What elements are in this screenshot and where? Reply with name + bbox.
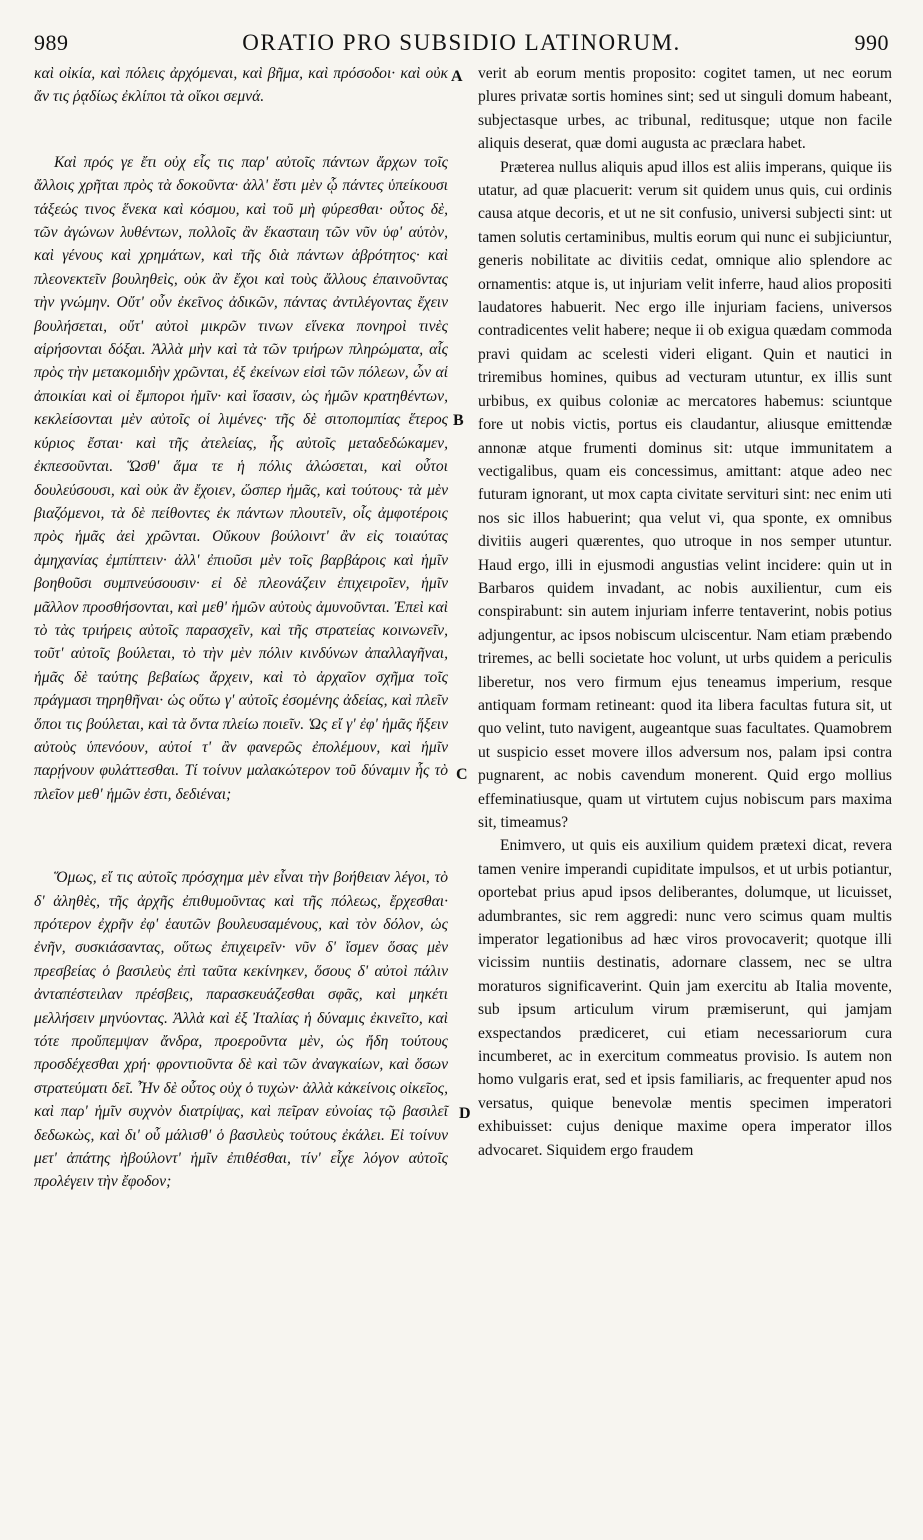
- paragraph-gap: [34, 109, 448, 151]
- paragraph-gap: [34, 806, 448, 866]
- greek-column: [34, 62, 448, 1516]
- section-marker-d: D: [459, 1105, 471, 1122]
- latin-paragraph-3: Enimvero, ut quis eis auxilium quidem prætexi dicat, revera tamen venire imperandi cupiditate impulsos, et ut urbis potiantur, oportebat prius apud ipsos deliberantes, dolumque, ut licuisset, adumbrantes, sic rem aggredi: nunc vero scimus quam multis imperator legationibus ad hæc viros provocaverit; quotque illi vicissim nuntiis destinatis, adornare classem, nec se ultra moraturos significaverint. Quin jam exercitu ab Italia movente, sub ipsum articulum virum præmiserunt, qui jamjam exspectandos prædiceret, cui etiam necessariorum cura incumberet, ac in exercitum commeatus provisio. Is autem non homo vulgaris erat, sed et ipsis familiaris, ac frequenter apud nos versatus, quique benevolæ mentis specimen imperatori exhibuisset: cujus denique maxime opera imperator illos advocaret. Siquidem ergo fraudem: [478, 837, 892, 1159]
- section-marker-a: A: [451, 68, 463, 85]
- running-title: ORATIO PRO SUBSIDIO LATINORUM.: [242, 30, 681, 55]
- greek-paragraph-2: Καὶ πρός γε ἔτι οὐχ εἷς τις παρ' αὐτοῖς πάντων ἄρχων τοῖς ἄλλοις χρῆται πρὸς τὰ δοκοῦντα· ἀλλ' ἔστι μὲν ᾧ πάντες ὑπείκουσι τάξεώς τινος ἕνεκα καὶ κόσμου, καὶ τοῦ μὴ φύρεσθαι· οὗτος δὲ, τῶν ἀγώνων λυθέντων, πολλοῖς ἂν ἕκασταιη τῶν νῦν ὑφ' αὑτὸν, καὶ γένους καὶ χρημάτων, καὶ τῆς διὰ πάντων ἁβρότητος· καὶ πλεονεκτεῖν βουληθεὶς, οὐκ ἂν ἔχοι καὶ τοὺς ἄλλους ἐπαινοῦντας τὴν γνώμην. Οὔτ' οὖν ἐκεῖνος ἀδικῶν, πάντας ἀντιλέγοντας ἔχειν βουλήσεται, οὔτ' αὐτοὶ μικρῶν τινων εἵνεκα πονηροὶ τινὲς αἱρήσονται δόξαι. Ἀλλὰ μὴν καὶ τὰ τῶν τριήρων πληρώματα, αἷς πρὸς τὴν μετακομιδὴν χρῶνται, ἐξ ἐκείνων εἰσὶ τῶν πόλεων, ὧν αἱ ἀποικίαι καὶ οἱ ἔμποροι ἡμῖν· καὶ ἴσασιν, ὡς ἡμῶν κρατηθέντων, κεκλείσονται μὲν αὐτοῖς οἱ λιμένες· τῆς δὲ σιτοπομπίας ἕτερος κύριος ἔσται· καὶ τῆς ἀτελείας, ἧς αὐτοῖς μεταδεδώκαμεν, ἐκπεσοῦνται. Ὥσθ' ἅμα τε ἡ πόλις ἁλώσεται, καὶ οὗτοι δουλεύσουσι, καὶ οὐκ ἂν ἔχοιεν, ὥσπερ ἡμᾶς, καὶ τούτους· τὰ μὲν βιαζόμενοι, τὰ δὲ πείθοντες ἐκ πάντων πλουτεῖν, οἷς ἀμφοτέροις πρὸς ἡμᾶς ἀεὶ χρῶνται. Οὔκουν βούλοιντ' ἂν εἰς τοιαύτας ἀμηχανίας ἐμπίπτειν· ἀλλ' ἐπιοῦσι μὲν τοῖς βαρβάροις καὶ ἡμῖν βοηθοῦσι συμπνεύσουσιν· εἰ δὲ πλεονάζειν ἐπιχειροῖεν, ἡμῖν μᾶλλον προσθήσονται, καὶ μεθ' ἡμῶν αὐτοὺς ἀμυνοῦνται. Ἐπεὶ καὶ τὸ τὰς τριήρεις αὐτοῖς παρασχεῖν, καὶ τῆς στρατείας κοινωνεῖν, τοῦτ' αὐτοῖς βούλεται, τὸ τὴν μὲν πόλιν κινδύνων ἀπαλλαγῆναι, ἡμᾶς δὲ ταύτης βεβαίως ἄρχειν, καὶ τὸ ἀρχαῖον σχῆμα τοῖς πράγμασι τηρηθῆναι· ὡς οὕτω γ' αὐτοῖς ἐσομένης ἀδείας, καὶ πλεῖν ὅποι τις βούλεται, καὶ τὰ ὄντα πλείω ποιεῖν. Ὡς εἴ γ' ἐφ' ἡμᾶς ἥξειν αὐτοὺς ὑπενόουν, αὐτοί τ' ἂν φανερῶς ἐπολέμουν, καὶ ἡμῖν παρῄνουν φυλάττεσθαι. Τί τοίνυν μαλακώτερον τοῦ δύναμιν ἧς τὸ πλεῖον μεθ' ἡμῶν ἐστι, δεδιέναι;: [34, 153, 448, 803]
- latin-paragraph-2: Præterea nullus aliquis apud illos est aliis imperans, quique iis utatur, ad quæ placuerit: verum sit quidem unus quis, cui ordinis causa atque decoris, et ut ne sit confusio, universi subjecti sint: ut tamen solutis certaminibus, multis eorum qui nunc ei subjiciuntur, generis nobilitate ac divitiis cedat, omnique alio splendore ac ornamentis: atque is, ut injuriam velit inferre, haud alios propositi laudatores habuerit. Nec ergo ille injuriam faciens, universos contradicentes velit habere; neque ii ob exigua quædam commoda pravi quidam ac scelesti videri eligant. Quin et nautici in triremibus homines, quibus ad vecturam utuntur, ex illis sunt urbibus, ex quibus coloniæ ac mercatores habemus: sciuntque fore ut nobis victis, portus eis claudantur, aliusque emittendæ annonæ atque frumenti dominus sit: utque immunitatem a vectigalibus, quam eis concessimus, amittant: atque adeo nec futuram ignorant, ut mox capta civitate servituri sint: nec enim uti nos sic illos habuerint; qua velut vi, qua sponte, ex omnibus divitiis augeri quærentes, quo utroque in nos semper utuntur. Haud ergo, illi in ejusmodi angustias velint incidere: quin ut in Barbaros quidem invadant, ac nobis auxilientur, cum eis conspirabunt: sin autem injuriam inferre tentaverint, nobis potius adjungentur, ac ipsos nobiscum ulciscentur. Nam etiam præbendo triremes, ac belli societate hoc volunt, ut urbs quidem a periculis liberetur, nos vero firmum ejus teneamus imperium, resque antiquam formam retineant: quod ita libera facultas futura sit, ut quo velint, tuto navigent, augeantque suas facultates. Quamobrem ut suspicio esset movere illos adversum nos, palam ipsi contra pugnarent, ac nobis cavendum monerent. Quid ergo mollius effeminatiusque, quam ut virtutem cujus nobiscum pars maxima sit, timeamus?: [478, 158, 892, 831]
- left-page-number: 989: [34, 30, 69, 55]
- section-marker-b: B: [453, 412, 464, 429]
- right-page-number: 990: [854, 30, 889, 55]
- page-header: [34, 30, 889, 58]
- greek-paragraph-1: καὶ οἰκία, καὶ πόλεις ἀρχόμεναι, καὶ βῆμα, καὶ πρόσοδοι· καὶ οὐκ ἄν τις ῥᾳδίως ἐκλίποι τὰ οἴκοι σεμνά.: [34, 65, 448, 106]
- latin-paragraph-1: verit ab eorum mentis proposito: cogitet tamen, ut nec eorum plures privatæ sortis homines sint; sed ut singuli domum habeant, subjectasque urbes, ac tribunal, reditusque; utque non facile aliquis deserat, quæ domi augusta ac præclara habet.: [478, 65, 892, 153]
- section-marker-c: C: [456, 766, 468, 783]
- greek-paragraph-3: Ὅμως, εἴ τις αὐτοῖς πρόσχημα μὲν εἶναι τὴν βοήθειαν λέγοι, τὸ δ' ἀληθὲς, τῆς ἀρχῆς ἐπιθυμοῦντας καὶ τῆς πόλεως, ἔρχεσθαι· πρότερον ἐχρῆν ἐφ' ἑαυτῶν βουλευσαμένους, καὶ τὸν δόλον, ὡς ἐνῆν, συσκιάσαντας, οὕτως ἐπιχειρεῖν· νῦν δ' ἴσμεν ὅσας μὲν πρεσβείας ὁ βασιλεὺς ἐπὶ ταῦτα κεκίνηκεν, ὅσους δ' αὐτοὶ πάλιν ἀνταπέστειλαν πρέσβεις, παρασκευάζεσθαι σφᾶς, καὶ μηκέτι μελλήσειν μηνύοντας. Ἀλλὰ καὶ ἐξ Ἰταλίας ἡ δύναμις ἐκινεῖτο, καὶ τότε προὔπεμψαν ἄνδρα, προεροῦντα μὲν, ὡς ἤδη τούτους προσδέχεσθαι χρή· φροντιοῦντα δὲ καὶ τῶν ἀναγκαίων, καὶ ὅσων στρατεύματι δεῖ. Ἦν δὲ οὗτος οὐχ ὁ τυχὼν· ἀλλὰ κἀκείνοις οἰκεῖος, καὶ παρ' ἡμῖν συχνὸν διατρίψας, καὶ πεῖραν εὐνοίας τῷ βασιλεῖ δεδωκὼς, καὶ δι' οὗ μάλισθ' ὁ βασιλεὺς τούτους ἐκάλει. Εἰ τοίνυν μετ' ἀπάτης ἠβούλοντ' ἡμῖν ἐπιθέσθαι, τίν' εἶχε λόγον αὐτοῖς προλέγειν τὴν ἔφοδον;: [34, 869, 448, 1191]
- latin-column: [478, 62, 892, 1516]
